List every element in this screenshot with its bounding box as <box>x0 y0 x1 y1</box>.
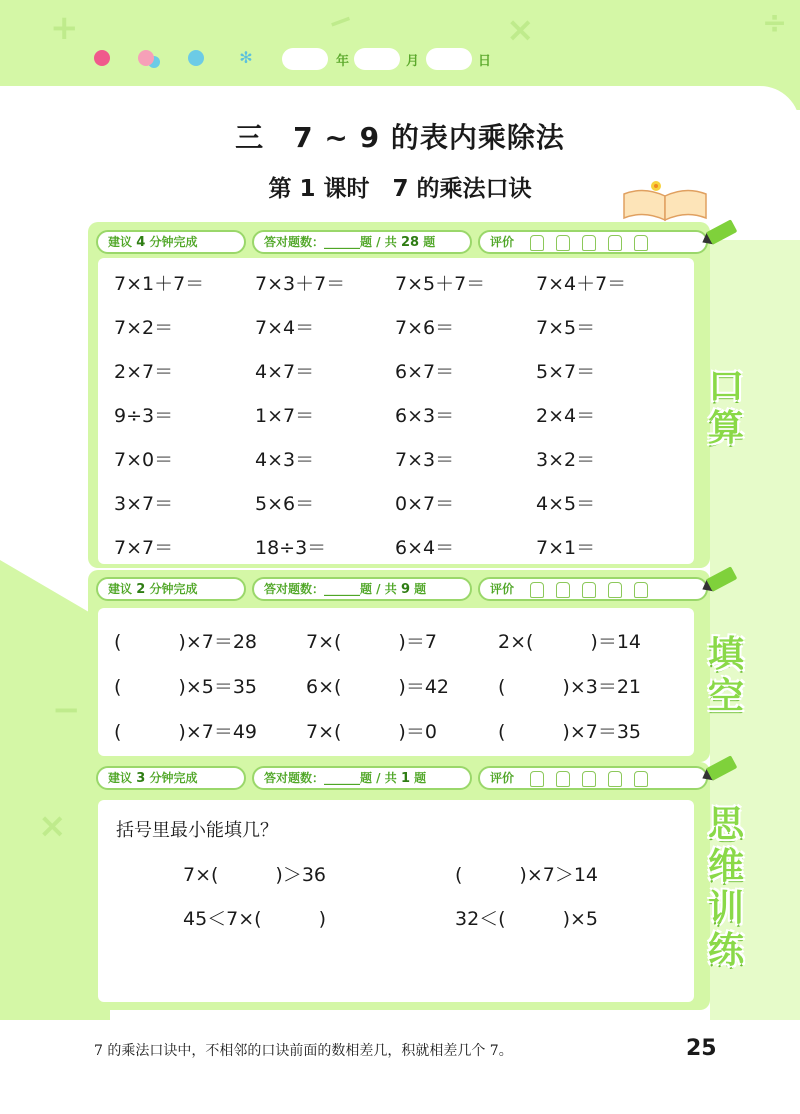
side-label-char: 思 <box>707 804 744 845</box>
problem-item[interactable]: 6×4＝ <box>395 537 455 559</box>
thumb-rating-icon[interactable] <box>582 582 596 598</box>
minus-decoration-icon: − <box>52 690 81 730</box>
rainy-weather-icon[interactable] <box>188 50 204 66</box>
problem-item[interactable]: ( )×7＞14 <box>455 864 599 886</box>
rating-pill: 评价 <box>478 230 708 254</box>
problem-item[interactable]: 7×5＋7＝ <box>395 273 486 295</box>
thinking-question: 括号里最小能填几？ <box>116 820 278 841</box>
problem-item[interactable]: ( )×5＝35 <box>114 676 258 698</box>
thumb-rating-icon[interactable] <box>582 771 596 787</box>
problem-item[interactable]: 6×3＝ <box>395 405 455 427</box>
side-label-char: 空 <box>707 676 744 717</box>
problem-item[interactable]: 7×4＋7＝ <box>536 273 627 295</box>
side-label-char: 维 <box>707 846 744 887</box>
cloudy-weather-icon[interactable] <box>138 50 154 66</box>
lesson-title: 第 1 课时 7 的乘法口诀 <box>268 176 532 202</box>
problem-item[interactable]: 2×( )＝14 <box>498 631 642 653</box>
times-decoration-icon: × <box>506 10 535 50</box>
problem-item[interactable]: ( )×7＝28 <box>114 631 258 653</box>
problem-item[interactable]: 6×7＝ <box>395 361 455 383</box>
problem-item[interactable]: 3×2＝ <box>536 449 596 471</box>
thumb-rating-icon[interactable] <box>608 235 622 251</box>
snow-weather-icon[interactable]: ✻ <box>239 48 253 67</box>
thumb-rating-icon[interactable] <box>556 771 570 787</box>
year-field[interactable] <box>282 48 328 70</box>
problem-item[interactable]: 7×4＝ <box>255 317 315 339</box>
problem-item[interactable]: 7×1＝ <box>536 537 596 559</box>
side-label-char: 练 <box>707 930 744 971</box>
side-label-oral-calc <box>704 366 748 450</box>
plus-decoration-icon: + <box>50 8 79 48</box>
time-suggestion: 建议 2 分钟完成 <box>96 577 246 601</box>
problem-item[interactable]: 5×7＝ <box>536 361 596 383</box>
score-tally[interactable]: 答对题数：______题 / 共 28 题 <box>252 230 472 254</box>
section3-info-bar <box>96 766 716 790</box>
side-label-fill-blank <box>704 634 748 718</box>
problem-item[interactable]: 3×7＝ <box>114 493 174 515</box>
problem-item[interactable]: 4×7＝ <box>255 361 315 383</box>
problem-item[interactable]: 7×0＝ <box>114 449 174 471</box>
problem-item[interactable]: 2×7＝ <box>114 361 174 383</box>
problem-item[interactable]: 7×1＋7＝ <box>114 273 205 295</box>
thumb-rating-icon[interactable] <box>530 235 544 251</box>
thumb-rating-icon[interactable] <box>634 771 648 787</box>
problem-item[interactable]: 18÷3＝ <box>255 537 327 559</box>
problem-item[interactable]: ( )×3＝21 <box>498 676 642 698</box>
day-field[interactable] <box>426 48 472 70</box>
chapter-title: 三 7 ~ 9 的表内乘除法 <box>235 121 565 154</box>
page-number: 25 <box>686 1036 717 1061</box>
rating-pill: 评价 <box>478 766 708 790</box>
open-book-icon <box>620 180 710 222</box>
problem-item[interactable]: 7×3＝ <box>395 449 455 471</box>
problem-item[interactable]: 2×4＝ <box>536 405 596 427</box>
problem-item[interactable]: 7×6＝ <box>395 317 455 339</box>
problem-item[interactable]: 7×2＝ <box>114 317 174 339</box>
day-label: 日 <box>478 54 492 69</box>
problem-item[interactable]: 5×6＝ <box>255 493 315 515</box>
thumb-rating-icon[interactable] <box>556 235 570 251</box>
thumb-rating-icon[interactable] <box>530 771 544 787</box>
thumb-rating-icon[interactable] <box>556 582 570 598</box>
problem-item[interactable]: 7×5＝ <box>536 317 596 339</box>
times-decoration-icon: × <box>38 806 67 846</box>
thumb-rating-icon[interactable] <box>608 582 622 598</box>
problem-item[interactable]: 4×5＝ <box>536 493 596 515</box>
thumb-rating-icon[interactable] <box>608 771 622 787</box>
side-label-char: 填 <box>707 634 744 675</box>
score-tally[interactable]: 答对题数：______题 / 共 9 题 <box>252 577 472 601</box>
score-tally[interactable]: 答对题数：______题 / 共 1 题 <box>252 766 472 790</box>
year-label: 年 <box>336 54 350 69</box>
problem-item[interactable]: 9÷3＝ <box>114 405 174 427</box>
problem-item[interactable]: 32＜( )×5 <box>455 908 599 930</box>
section2-info-bar <box>96 577 716 601</box>
minus-decoration-icon: − <box>322 0 359 43</box>
problem-item[interactable]: 7×7＝ <box>114 537 174 559</box>
problem-item[interactable]: 7×( )＝0 <box>306 721 437 743</box>
problem-item[interactable]: 4×3＝ <box>255 449 315 471</box>
side-label-char: 口 <box>707 366 744 407</box>
tip-note: 7 的乘法口诀中，不相邻的口诀前面的数相差几，积就相差几个 7。 <box>94 1043 513 1059</box>
side-label-char: 算 <box>707 408 744 449</box>
thumb-rating-icon[interactable] <box>530 582 544 598</box>
divide-decoration-icon: ÷ <box>762 6 788 41</box>
problem-item[interactable]: 7×3＋7＝ <box>255 273 346 295</box>
problem-item[interactable]: 7×( )＝7 <box>306 631 437 653</box>
time-suggestion: 建议 3 分钟完成 <box>96 766 246 790</box>
problem-item[interactable]: 7×( )＞36 <box>183 864 327 886</box>
thumb-rating-icon[interactable] <box>582 235 596 251</box>
month-label: 月 <box>406 54 420 69</box>
month-field[interactable] <box>354 48 400 70</box>
problem-item[interactable]: 45＜7×( ) <box>183 908 327 930</box>
problem-item[interactable]: ( )×7＝49 <box>114 721 258 743</box>
thumb-rating-icon[interactable] <box>634 582 648 598</box>
side-label-thinking <box>704 804 748 972</box>
time-suggestion: 建议 4 分钟完成 <box>96 230 246 254</box>
problem-item[interactable]: 6×( )＝42 <box>306 676 450 698</box>
problem-item[interactable]: 1×7＝ <box>255 405 315 427</box>
side-label-char: 训 <box>707 888 744 929</box>
sunny-weather-icon[interactable] <box>94 50 110 66</box>
problem-item[interactable]: ( )×7＝35 <box>498 721 642 743</box>
problem-item[interactable]: 0×7＝ <box>395 493 455 515</box>
thumb-rating-icon[interactable] <box>634 235 648 251</box>
section1-info-bar <box>96 230 716 254</box>
rating-pill: 评价 <box>478 577 708 601</box>
